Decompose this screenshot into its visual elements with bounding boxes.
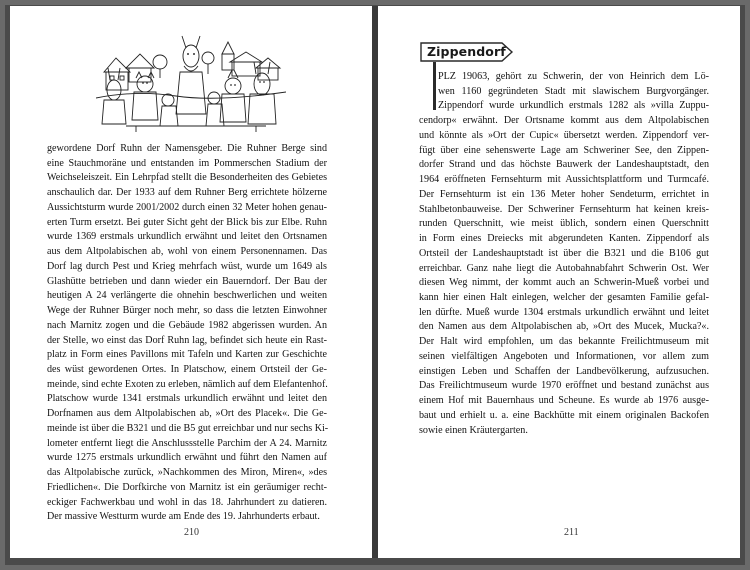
text-line: wen 1160 gegründeten Stadt mit slawischem Burgvorgänger. [438, 85, 709, 97]
text-line: Friedlichen«. Die Dorfkirche von Marnitz ist ein geräumiger recht- [47, 481, 327, 493]
text-line: Glashütte betrieben und dann wieder ein Bauerndorf. Der Bau der [47, 275, 327, 287]
right-page-body-text [419, 70, 709, 438]
text-line: lometer entfernt liegt die Anschlussstelle Parchim der A 24. Marnitz [47, 437, 327, 449]
text-line: erreichbar. Ganz nahe liegt die Autobahnabfahrt Schwerin Ost. Wer [419, 262, 709, 274]
right-page [378, 6, 740, 558]
place-name-sign [420, 42, 514, 62]
left-page-body-text [47, 142, 327, 525]
text-line: Dorfnamen aus dem Altpolabischen ab, »Ort des Placek«. Die Ge- [47, 408, 327, 420]
text-line: cendorp« erwähnt. Der Ortsname kommt aus dem Altpolabischen [419, 115, 709, 127]
text-line: Das Freilichtmuseum wurde 1970 eröffnet und bestand zunächst aus [419, 380, 709, 392]
text-line: des wüst gewordenen Ortes. In Platschow, einem Ortsteil der Ge- [47, 364, 327, 376]
village-animals-illustration [96, 28, 286, 134]
text-line: der Stelle, wo einst das Dorf Ruhn lag, befindet sich heute ein Rast- [47, 334, 327, 346]
text-line: len dürfte. Mueß wurde 1304 erstmals urkundlich erwähnt und leitet [419, 306, 709, 318]
text-line: Stahlbetonbauweise. Der Schweriner Fernsehturm hat keinen kreis- [419, 203, 709, 215]
text-line: in Form eines Dreiecks mit abgerundeten Kanten. Zippendorf als [419, 233, 709, 245]
page-number-left: 210 [184, 527, 199, 538]
text-line: Weichseleiszeit. Ein Lehrpfad stellt die Besonderheiten des Gebietes [47, 172, 327, 184]
text-line: Dorf lag durch Pest und Krieg mehrfach wüst, wurde um 1649 als [47, 260, 327, 272]
text-line: und könnte als »Ort der Cupic« übersetzt werden. Zippendorf ver- [419, 129, 709, 141]
text-line: 1964 eröffneten Fernsehturm mit Aussichtsplattform und Turmcafé. [419, 174, 709, 186]
text-line: den Namen aus dem Altpolabischen ab, »Ort des Mucek, Mucka?«. [419, 321, 709, 333]
text-line: runden Querschnitt, wie meist üblich, sondern einen Querschnitt [419, 218, 709, 230]
text-line: das Altpolabische zurück, »Nachkommen des Miron, Miren«, »des [47, 467, 327, 479]
text-line: seinen vielfältigen Angeboten und Informationen, vor allem zum [419, 350, 709, 362]
text-line: fügt über eine sehenswerte Lage am Schweriner See, den Zippen- [419, 144, 709, 156]
text-line: Ortsteil der Landeshauptstadt ist über die B321 und die B106 gut [419, 247, 709, 259]
text-line: eine Stauchmoräne und entstanden im Pommerschen Stadium der [47, 157, 327, 169]
text-line: anschaulich dar. Der 1933 auf dem Ruhner Berg errichtete hölzerne [47, 187, 327, 199]
text-line: Der massive Westturm wurde am Ende des 19. Jahrhunderts erbaut. [47, 511, 320, 523]
text-line: sowie einen Kräutergarten. [419, 424, 528, 436]
text-line: Wege der Ruhner Bürger noch mehr, so dass die letzten Einwohner [47, 305, 327, 317]
text-line: meinde ist über die B321 und die B5 gut erreichbar und nur sechs Ki- [47, 422, 329, 434]
text-line: Platschow wurde 1341 erstmals urkundlich erwähnt und leitet den [47, 393, 327, 405]
text-line: PLZ 19063, gehört zu Schwerin, der von Heinrich dem Lö- [438, 71, 709, 82]
text-line: erten Turm ersetzt. Bei guter Sicht geht der Blick bis zur Elbe. Ruhn [47, 216, 327, 228]
text-line: gewordene Dorf Ruhn der Namensgeber. Die Ruhner Berge sind [47, 143, 327, 154]
sign-title: Zippendorf [427, 44, 506, 59]
text-line: aus dem Altpolabischen ab, wohl von einem Personennamen. Das [47, 246, 327, 258]
text-line: Der Halt wird empfohlen, um das bekannte Freilichtmuseum mit [419, 336, 709, 348]
text-line: platz in Form eines Pavillons mit Tafeln und Karten zur Geschichte [47, 349, 327, 361]
text-line: dorfer Strand und das höchste Bauwerk der Landeshauptstadt, den [419, 159, 709, 171]
text-line: einem Hof mit Bauernhaus und Scheune. Es wurde ab 1976 ausge- [419, 395, 709, 407]
text-line: baut und erhielt u. a. eine Backhütte mit einem originalen Backofen [419, 409, 709, 421]
text-line: Zippendorf wurde urkundlich erstmals 1282 als »villa Zuppu- [438, 100, 709, 112]
text-line: meinde, sind echte Exoten zu erleben, nämlich auf dem Elefantenhof. [47, 378, 328, 390]
text-line: eckiger Fachwerkbau und wohl in das 18. Jahrhundert zu datieren. [47, 496, 327, 508]
text-line: Aussichtsturm wurde 2001/2002 durch einen 32 Meter hohen genau- [47, 201, 327, 213]
text-line: wurde 1369 erstmals urkundlich erwähnt und leitet den Ortsnamen [47, 231, 327, 243]
text-line: wurde 1275 erstmals urkundlich erwähnt und führt den Namen auf [47, 452, 327, 464]
text-line: Der Fernsehturm ist ein 136 Meter hoher Sendeturm, errichtet in [419, 188, 709, 200]
page-number-right: 211 [564, 527, 579, 538]
text-line: einstigen Leben und Schaffen der Landbevölkerung, aufzusuchen. [419, 365, 709, 377]
text-line: heutigen A 24 verlängerte die ohnehin beschwerlichen und weiten [47, 290, 327, 302]
text-line: nach Marnitz zogen und die Gebäude 1982 abgerissen wurden. An [47, 319, 327, 331]
text-line: kann hier einen Halt einlegen, welcher der gesamten Familie gefal- [419, 292, 709, 304]
text-line: diesen Weg nimmt, der kommt auch an Schwerin-Mueß vorbei und [419, 277, 709, 289]
left-page [10, 6, 372, 558]
